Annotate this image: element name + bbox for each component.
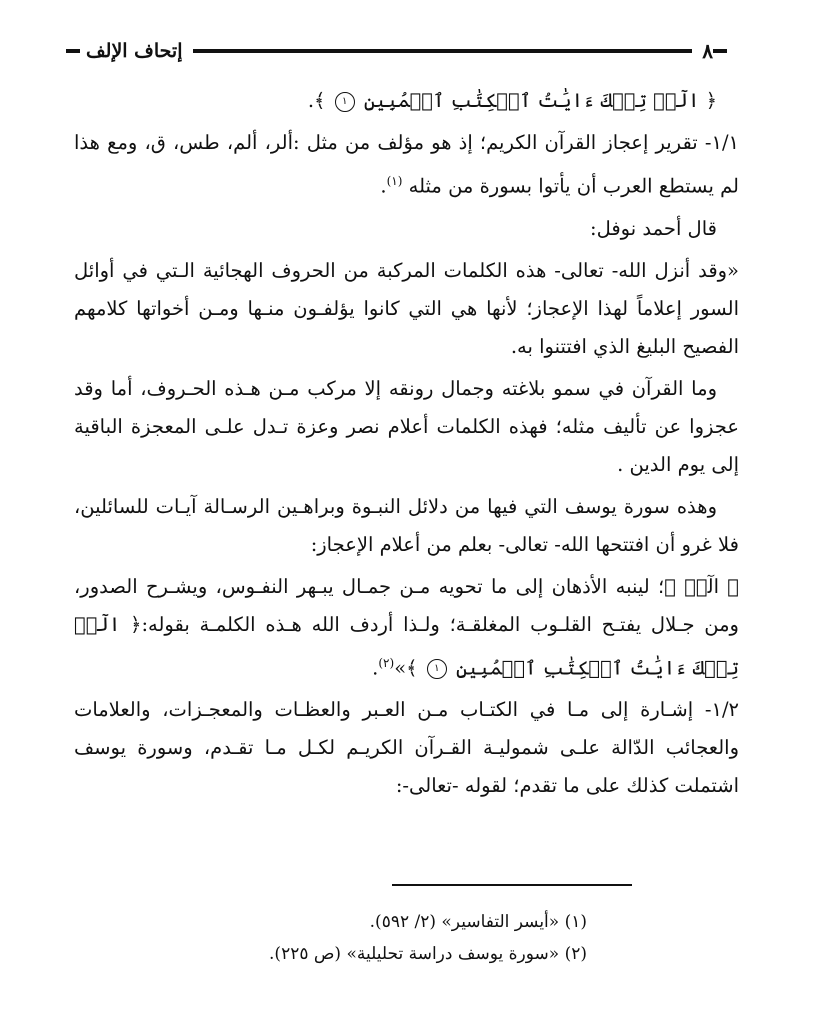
para5-end: . [372, 656, 379, 679]
verse-text: ﴿ الٓرۚ تِلۡكَ ءَايَٰتُ ٱلۡكِتَٰبِ ٱلۡمُبِينِ [363, 89, 717, 112]
ayah-number-marker-2: ١ [427, 659, 447, 679]
footnotes [74, 906, 587, 970]
opening-verse [74, 82, 739, 120]
header-dash-left [66, 49, 80, 53]
para1-line2: ق، ومع هذا لم يستطع العرب أن يأتوا بسورة من مثله [74, 131, 739, 198]
paragraph-4: وهذه سورة يوسف التي فيها من دلائل النبـوة وبراهـين الرسـالة آيـات للسائلين، فلا غرو أن افتتحها الله- تعالى- بعلم من أعلام الإعجاز: [74, 494, 739, 556]
paragraph-6: ١/٢- إشـارة إلى مـا في الكتـاب مـن العـبر والعظـات والمعجـزات، والعلامات والعجائب الدّالة علـى شموليـة القـرآن الكريـم لكـل مـا تقـدم، وسورة يوسف اشتملت كذلك على ما تقدم؛ لقوله -تعالى-: [74, 698, 739, 797]
verse-close: ﴾. [307, 89, 326, 112]
para5-text: ؛ لينبه الأذهان إلى ما تحويه مـن جمـال يبـهر النفـوس، ويشـرح الصدور، ومن جـلال يفتـح القلـوب المغلقـة؛ ولـذا أردف الله هـذه الكلمـة بقوله: [74, 574, 739, 636]
quote-intro: قال أحمد نوفل: [590, 216, 717, 240]
paragraph-2: «وقد أنزل الله- تعالى- هذه الكلمات المركبة من الحروف الهجائية الـتي في أوائل السور إعلاماً لهذا الإعجاز؛ لأنها هي التي كانوا يؤلفـون منـها ومـن أخواتها كلامهم الفصيح البليغ الذي افتتنوا به. [74, 258, 739, 358]
para1-line1: ١/١- تقرير إعجاز القرآن الكريم؛ إذ هو مؤلف من مثل :ألر، ألم، طس، [173, 131, 739, 154]
page-number: ٨ [702, 39, 713, 63]
paragraph-5 [74, 568, 739, 688]
para5-verse2-close: ﴾» [394, 656, 418, 679]
footnote-ref-1[interactable]: (١) [386, 174, 403, 188]
paragraph-3: وما القرآن في سمو بلاغته وجمال رونقه إلا مركب مـن هـذه الحـروف، أما وقد عجزوا عن تأليف مثله؛ فهذه الكلمات أعلام نصر وعزة تـدل علـى المعجزة الباقية إلى يوم الدين . [74, 376, 739, 476]
header-dash-right [713, 49, 727, 53]
running-header [60, 36, 735, 66]
header-rule [193, 49, 693, 53]
footnote-ref-2[interactable]: (٢) [378, 655, 395, 670]
footnote-2: (٢) «سورة يوسف دراسة تحليلية» (ص ٢٢٥). [269, 944, 587, 964]
ayah-number-marker: ١ [335, 92, 355, 112]
book-title: إتحاف الإلف [86, 40, 183, 62]
para5-verse2: ﴿ الٓرۚ تِلۡكَ ءَايَٰتُ ٱلۡكِتَٰبِ ٱلۡمُبِينِ [74, 612, 739, 679]
footnote-separator [392, 884, 632, 886]
para5-verse: ﴿ الٓرۚ ﴾ [664, 574, 739, 598]
para1-end: . [380, 174, 387, 198]
footnote-1: (١) «أيسر التفاسير» (٢/ ٥٩٢). [369, 912, 587, 932]
paragraph-1 [74, 124, 739, 206]
main-text [74, 82, 739, 809]
